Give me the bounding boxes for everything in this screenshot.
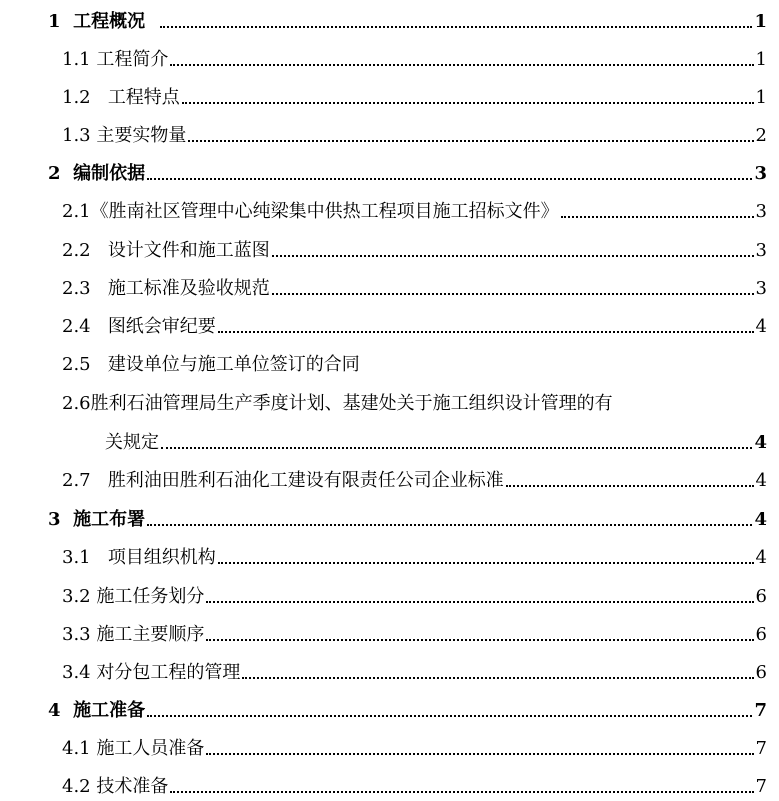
toc-entry-number: 2.7	[62, 470, 91, 491]
toc-entry[interactable]	[62, 240, 767, 262]
toc-entry-page: 6	[755, 662, 767, 683]
dot-leader	[147, 715, 752, 717]
toc-entry-title: 施工人员准备	[96, 738, 205, 759]
toc-entry-continuation[interactable]	[105, 432, 767, 454]
toc-entry-page: 4	[754, 509, 767, 530]
toc-entry[interactable]	[62, 87, 767, 109]
dot-leader	[170, 64, 753, 66]
dot-leader	[147, 178, 752, 180]
toc-entry-number: 2.1	[62, 201, 91, 222]
toc-entry[interactable]	[62, 393, 767, 415]
toc-entry[interactable]	[62, 278, 767, 300]
toc-entry-title: 施工准备	[73, 700, 146, 721]
toc-entry[interactable]	[62, 776, 767, 798]
toc-entry-page: 1	[754, 11, 767, 32]
toc-entry[interactable]	[62, 316, 767, 338]
dot-leader	[206, 601, 753, 603]
toc-entry[interactable]	[48, 163, 767, 185]
toc-entry-number: 2.4	[62, 316, 91, 337]
toc-entry-page: 1	[755, 87, 767, 108]
toc-entry-number: 1	[48, 11, 61, 32]
dot-leader	[272, 293, 754, 295]
toc-entry[interactable]	[48, 509, 767, 531]
toc-entry-page: 7	[755, 738, 767, 759]
toc-entry-number: 3.2	[62, 586, 91, 607]
toc-entry[interactable]	[62, 49, 767, 71]
toc-entry-page: 4	[755, 316, 767, 337]
dot-leader	[182, 102, 754, 104]
dot-leader	[170, 791, 753, 793]
toc-entry-number: 3	[48, 509, 61, 530]
toc-entry-number: 2.3	[62, 278, 91, 299]
toc-entry-page: 2	[755, 125, 767, 146]
toc-entry-number: 2.2	[62, 240, 91, 261]
dot-leader	[242, 677, 753, 679]
toc-entry-title: 施工布署	[73, 509, 146, 530]
toc-entry-title: 施工任务划分	[96, 586, 205, 607]
dot-leader	[218, 331, 754, 333]
toc-entry-title: 主要实物量	[96, 125, 187, 146]
toc-entry-page: 3	[755, 278, 767, 299]
toc-entry-title: 对分包工程的管理	[96, 662, 241, 683]
dot-leader	[160, 26, 753, 28]
dot-leader	[506, 485, 754, 487]
toc-entry-title: 胜利石油管理局生产季度计划、基建处关于施工组织设计管理的有	[90, 393, 613, 414]
toc-entry-page: 7	[754, 700, 767, 721]
toc-entry-title: 工程简介	[96, 49, 169, 70]
toc-entry-title: 胜利油田胜利石油化工建设有限责任公司企业标准	[107, 470, 504, 491]
toc-entry-number: 1.3	[62, 125, 91, 146]
toc-entry-title: 工程概况	[73, 11, 146, 32]
toc-entry-page: 6	[755, 624, 767, 645]
toc-entry[interactable]	[62, 624, 767, 646]
dot-leader	[206, 753, 753, 755]
toc-entry-number: 4	[48, 700, 61, 721]
dot-leader	[147, 524, 752, 526]
toc-entry[interactable]	[62, 470, 767, 492]
toc-entry-page: 4	[755, 470, 767, 491]
toc-entry-page: 3	[755, 201, 767, 222]
dot-leader	[161, 447, 752, 449]
toc-entry-title: 图纸会审纪要	[107, 316, 216, 337]
toc-entry-page: 3	[754, 163, 767, 184]
dot-leader	[218, 562, 754, 564]
dot-leader	[188, 140, 753, 142]
toc-entry-number: 4.2	[62, 776, 91, 797]
toc-entry-title: 施工主要顺序	[96, 624, 205, 645]
toc-entry-number: 2.5	[62, 354, 91, 375]
toc-entry-number: 2	[48, 163, 61, 184]
toc-entry[interactable]	[62, 547, 767, 569]
dot-leader	[561, 216, 754, 218]
toc-entry[interactable]	[62, 354, 767, 376]
toc-entry-title: 技术准备	[96, 776, 169, 797]
toc-entry-page: 4	[755, 547, 767, 568]
toc-entry-title: 工程特点	[107, 87, 180, 108]
toc-entry-number: 3.4	[62, 662, 91, 683]
toc-entry[interactable]	[48, 11, 767, 33]
toc-entry-title: 《胜南社区管理中心纯梁集中供热工程项目施工招标文件》	[90, 201, 559, 222]
toc-entry-number: 1.2	[62, 87, 91, 108]
toc-entry-title: 项目组织机构	[107, 547, 216, 568]
toc-entry-page: 6	[755, 586, 767, 607]
toc-entry-number: 3.1	[62, 547, 91, 568]
toc-entry-page: 7	[755, 776, 767, 797]
toc-entry[interactable]	[62, 201, 767, 223]
toc-entry-number: 1.1	[62, 49, 91, 70]
toc-entry-number: 2.6	[62, 393, 91, 414]
toc-entry-number: 4.1	[62, 738, 91, 759]
toc-entry[interactable]	[48, 700, 767, 722]
toc-entry-page: 3	[755, 240, 767, 261]
toc-entry-title: 建设单位与施工单位签订的合同	[107, 354, 360, 375]
toc-entry-title: 设计文件和施工蓝图	[107, 240, 270, 261]
toc-entry[interactable]	[62, 738, 767, 760]
toc-entry-title: 关规定	[105, 432, 159, 453]
toc-entry-page: 4	[754, 432, 767, 453]
dot-leader	[272, 255, 754, 257]
toc-entry-title: 编制依据	[73, 163, 146, 184]
toc-entry-title: 施工标准及验收规范	[107, 278, 270, 299]
toc-entry[interactable]	[62, 586, 767, 608]
toc-entry-number: 3.3	[62, 624, 91, 645]
toc-entry[interactable]	[62, 125, 767, 147]
toc-entry[interactable]	[62, 662, 767, 684]
toc-entry-page: 1	[755, 49, 767, 70]
dot-leader	[206, 639, 753, 641]
